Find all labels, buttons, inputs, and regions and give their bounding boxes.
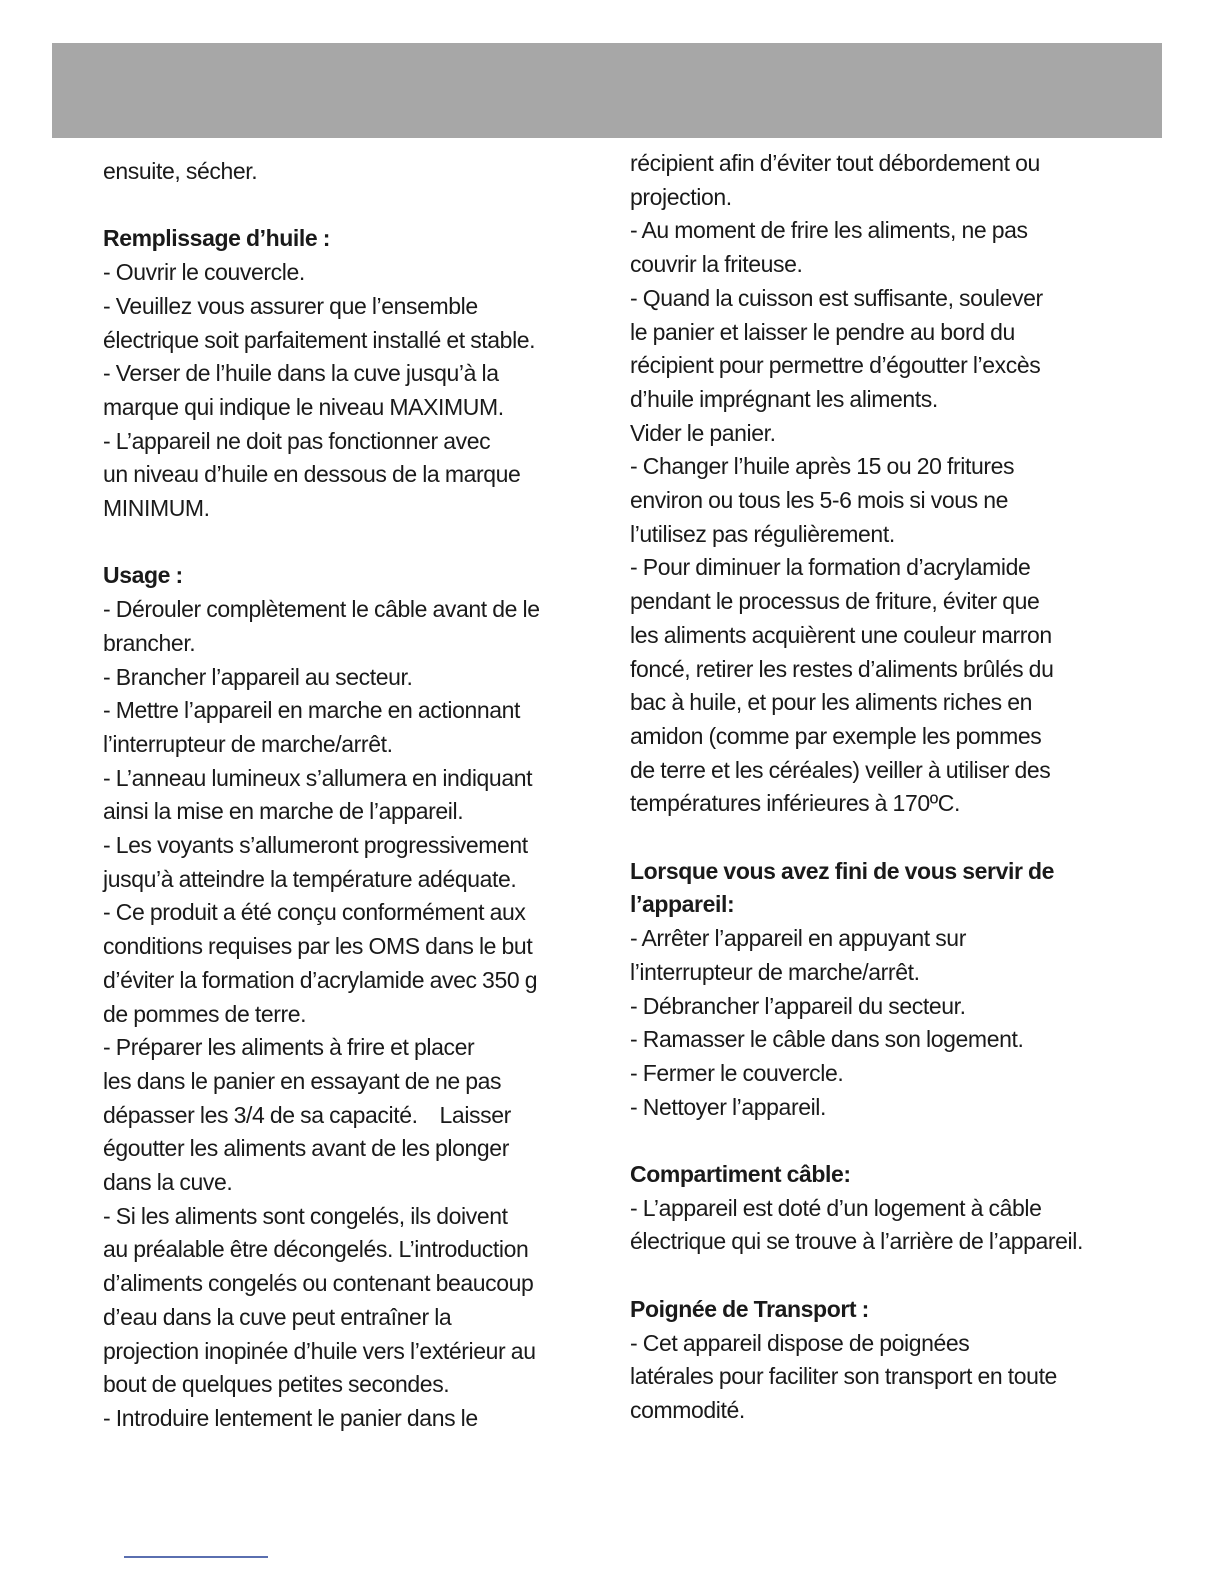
usage-line: brancher. — [103, 629, 196, 656]
usage-line: dans la cuve. — [103, 1169, 233, 1196]
finished-line: - Arrêter l’appareil en appuyant sur — [630, 925, 966, 952]
usage-continued-line: l’utilisez pas régulièrement. — [630, 520, 895, 547]
oil-fill-line: électrique soit parfaitement installé et stable. — [103, 326, 536, 353]
finished-heading: l’appareil: — [630, 891, 735, 918]
usage-continued-line: pendant le processus de friture, éviter que — [630, 588, 1040, 615]
usage-continued-line: couvrir la friteuse. — [630, 251, 803, 278]
usage-line: - Si les aliments sont congelés, ils doivent — [103, 1202, 508, 1229]
handle-line: - Cet appareil dispose de poignées — [630, 1329, 970, 1356]
usage-line: - Brancher l’appareil au secteur. — [103, 663, 413, 690]
usage-line: ainsi la mise en marche de l’appareil. — [103, 798, 464, 825]
oil-fill-line: marque qui indique le niveau MAXIMUM. — [103, 393, 504, 420]
usage-continued-line: - Quand la cuisson est suffisante, soulever — [630, 284, 1043, 311]
usage-continued-line: projection. — [630, 183, 732, 210]
section-gap — [630, 1124, 1130, 1158]
usage-continued-line: de terre et les céréales) veiller à utiliser des — [630, 756, 1051, 783]
oil-fill-line: - L’appareil ne doit pas fonctionner avec — [103, 427, 491, 454]
oil-fill-line: - Veuillez vous assurer que l’ensemble — [103, 292, 478, 319]
header-band — [52, 43, 1162, 138]
usage-continued-line: - Changer l’huile après 15 ou 20 fritures — [630, 453, 1015, 480]
usage-line: les dans le panier en essayant de ne pas — [103, 1067, 502, 1094]
handle-line: commodité. — [630, 1396, 745, 1423]
oil-fill-line: un niveau d’huile en dessous de la marque — [103, 461, 521, 488]
cable-line: - L’appareil est doté d’un logement à câble — [630, 1194, 1042, 1221]
usage-continued-line: bac à huile, et pour les aliments riches en — [630, 689, 1032, 716]
usage-continued-line: les aliments acquièrent une couleur marron — [630, 621, 1052, 648]
section-gap — [630, 821, 1130, 855]
usage-line: dépasser les 3/4 de sa capacité. Laisser — [103, 1101, 511, 1128]
oil-fill-line: - Ouvrir le couvercle. — [103, 259, 305, 286]
usage-line: d’aliments congelés ou contenant beaucoup — [103, 1270, 534, 1297]
usage-line: d’éviter la formation d’acrylamide avec 350 g — [103, 966, 538, 993]
finished-line: l’interrupteur de marche/arrêt. — [630, 958, 920, 985]
handle-line: latérales pour faciliter son transport en toute — [630, 1363, 1057, 1390]
usage-line: conditions requises par les OMS dans le but — [103, 933, 533, 960]
intro-line: ensuite, sécher. — [103, 158, 258, 184]
usage-line: jusqu’à atteindre la température adéquate. — [103, 865, 517, 892]
usage-heading: Usage : — [103, 562, 183, 589]
usage-continued-line: le panier et laisser le pendre au bord du — [630, 318, 1015, 345]
usage-line: - Introduire lentement le panier dans le — [103, 1404, 478, 1431]
finished-line: - Ramasser le câble dans son logement. — [630, 1026, 1024, 1053]
usage-continued-line: Vider le panier. — [630, 419, 776, 446]
usage-line: de pommes de terre. — [103, 1000, 307, 1027]
usage-line: au préalable être décongelés. L’introduction — [103, 1236, 529, 1263]
usage-line: l’interrupteur de marche/arrêt. — [103, 730, 393, 757]
usage-continued-line: - Au moment de frire les aliments, ne pas — [630, 217, 1028, 244]
finished-line: - Nettoyer l’appareil. — [630, 1093, 827, 1120]
usage-line: bout de quelques petites secondes. — [103, 1371, 450, 1398]
usage-line: - Dérouler complètement le câble avant de le — [103, 596, 540, 623]
finished-heading: Lorsque vous avez fini de vous servir de — [630, 857, 1055, 884]
usage-line: - Les voyants s’allumeront progressivement — [103, 832, 528, 859]
usage-line: - L’anneau lumineux s’allumera en indiquant — [103, 764, 533, 791]
right-column — [630, 147, 1130, 1428]
footer-rule — [124, 1556, 268, 1558]
usage-line: - Ce produit a été conçu conformément aux — [103, 899, 526, 926]
usage-continued-line: - Pour diminuer la formation d’acrylamide — [630, 554, 1031, 581]
oil-fill-line: - Verser de l’huile dans la cuve jusqu’à la — [103, 360, 499, 387]
oil-fill-heading: Remplissage d’huile : — [103, 225, 331, 252]
usage-line: égoutter les aliments avant de les plonger — [103, 1135, 509, 1162]
handle-heading: Poignée de Transport : — [630, 1295, 869, 1322]
section-gap — [103, 189, 583, 223]
usage-continued-line: températures inférieures à 170ºC. — [630, 790, 960, 817]
usage-continued-line: environ ou tous les 5-6 mois si vous ne — [630, 487, 1008, 514]
finished-line: - Débrancher l’appareil du secteur. — [630, 992, 966, 1019]
usage-continued-line: récipient afin d’éviter tout débordement ou — [630, 150, 1040, 176]
usage-continued-line: d’huile imprégnant les aliments. — [630, 385, 938, 412]
finished-line: - Fermer le couvercle. — [630, 1059, 844, 1086]
usage-line: projection inopinée d’huile vers l’extérieur au — [103, 1337, 536, 1364]
cable-line: électrique qui se trouve à l’arrière de l’appareil. — [630, 1228, 1083, 1255]
cable-heading: Compartiment câble: — [630, 1161, 851, 1188]
usage-continued-line: amidon (comme par exemple les pommes — [630, 722, 1042, 749]
usage-continued-line: foncé, retirer les restes d’aliments brûlés du — [630, 655, 1054, 682]
usage-line: d’eau dans la cuve peut entraîner la — [103, 1303, 452, 1330]
left-column — [103, 155, 583, 1436]
section-gap — [103, 526, 583, 560]
usage-continued-line: récipient pour permettre d’égoutter l’excès — [630, 352, 1041, 379]
usage-line: - Préparer les aliments à frire et placer — [103, 1034, 475, 1061]
section-gap — [630, 1259, 1130, 1293]
usage-line: - Mettre l’appareil en marche en actionnant — [103, 697, 521, 724]
oil-fill-line: MINIMUM. — [103, 495, 210, 522]
